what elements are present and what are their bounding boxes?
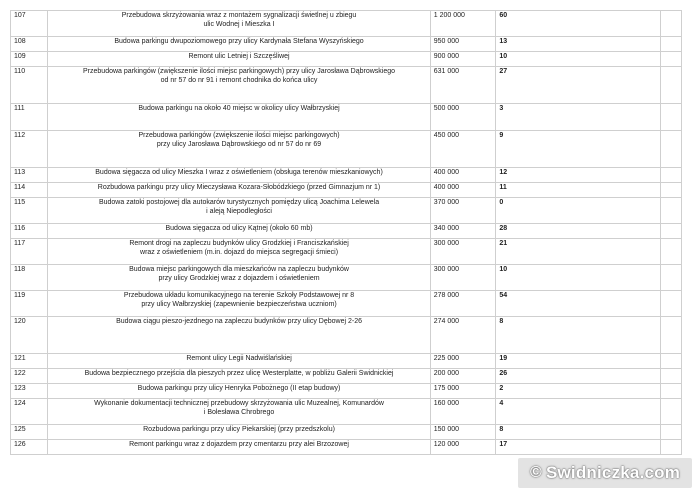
project-number: 124 [11,399,48,425]
project-description: Budowa parkingu dwupoziomowego przy ulicy Kardynała Stefana Wyszyńskiego [48,37,430,52]
project-number: 117 [11,239,48,265]
empty-cell [660,52,681,67]
project-description: Przebudowa parkingów (zwiększenie ilości miejsc parkingowych) przy ulicy Jarosława Dąbrowskiego od nr 57 do nr 69 [48,131,430,168]
budget-table [10,10,682,455]
project-votes: 0 [496,198,660,224]
table-row [11,317,682,354]
project-votes: 26 [496,369,660,384]
empty-cell [660,239,681,265]
project-number: 115 [11,198,48,224]
project-description: Przebudowa układu komunikacyjnego na terenie Szkoły Podstawowej nr 8 przy ulicy Wałbrzyskiej (zapewnienie bezpieczeństwa uczniom) [48,291,430,317]
project-description: Budowa zatoki postojowej dla autokarów turystycznych pomiędzy ulicą Joachima Lelewela i aleją Niepodległości [48,198,430,224]
empty-cell [660,168,681,183]
empty-cell [660,67,681,104]
project-amount: 400 000 [430,183,496,198]
project-amount: 300 000 [430,239,496,265]
table-row [11,183,682,198]
project-votes: 9 [496,131,660,168]
project-description: Wykonanie dokumentacji technicznej przebudowy skrzyżowania ulic Muzealnej, Komunardów i Bolesława Chrobrego [48,399,430,425]
project-votes: 3 [496,104,660,131]
project-number: 123 [11,384,48,399]
project-votes: 27 [496,67,660,104]
empty-cell [660,369,681,384]
project-amount: 631 000 [430,67,496,104]
project-number: 121 [11,354,48,369]
table-row [11,239,682,265]
project-votes: 13 [496,37,660,52]
project-description: Budowa parkingu na około 40 miejsc w okolicy ulicy Wałbrzyskiej [48,104,430,131]
empty-cell [660,440,681,455]
table-row [11,131,682,168]
project-votes: 60 [496,11,660,37]
project-amount: 175 000 [430,384,496,399]
project-amount: 200 000 [430,369,496,384]
project-number: 110 [11,67,48,104]
project-number: 108 [11,37,48,52]
budget-table-body [11,11,682,455]
project-description: Budowa miejsc parkingowych dla mieszkańców na zapleczu budynków przy ulicy Grodzkiej wraz z dojazdem i oświetleniem [48,265,430,291]
table-row [11,224,682,239]
project-description: Remont drogi na zapleczu budynków ulicy Grodzkiej i Franciszkańskiej wraz z oświetleniem (m.in. dojazd do miejsca segregacji śmieci) [48,239,430,265]
empty-cell [660,131,681,168]
empty-cell [660,354,681,369]
project-amount: 450 000 [430,131,496,168]
project-number: 118 [11,265,48,291]
project-votes: 12 [496,168,660,183]
table-row [11,384,682,399]
project-amount: 120 000 [430,440,496,455]
project-amount: 1 200 000 [430,11,496,37]
watermark-text: Swidniczka.com [545,463,681,482]
project-amount: 300 000 [430,265,496,291]
project-votes: 11 [496,183,660,198]
project-number: 125 [11,425,48,440]
table-row [11,291,682,317]
empty-cell [660,399,681,425]
project-description: Remont ulic Letniej i Szczęśliwej [48,52,430,67]
project-amount: 274 000 [430,317,496,354]
table-row [11,399,682,425]
project-number: 107 [11,11,48,37]
copyright-symbol: © [529,464,542,481]
project-votes: 54 [496,291,660,317]
table-row [11,425,682,440]
empty-cell [660,291,681,317]
budget-table-sheet [10,10,682,455]
project-votes: 28 [496,224,660,239]
table-row [11,369,682,384]
project-number: 120 [11,317,48,354]
table-row [11,52,682,67]
project-description: Remont ulicy Legii Nadwiślańskiej [48,354,430,369]
project-amount: 400 000 [430,168,496,183]
project-description: Przebudowa parkingów (zwiększenie ilości miejsc parkingowych) przy ulicy Jarosława Dąbrowskiego od nr 57 do nr 91 i remont chodnika do końca ulicy [48,67,430,104]
project-number: 113 [11,168,48,183]
project-amount: 950 000 [430,37,496,52]
empty-cell [660,198,681,224]
empty-cell [660,384,681,399]
project-description: Rozbudowa parkingu przy ulicy Piekarskiej (przy przedszkolu) [48,425,430,440]
project-amount: 160 000 [430,399,496,425]
project-description: Rozbudowa parkingu przy ulicy Mieczysława Kozara-Słobódzkiego (przed Gimnazjum nr 1) [48,183,430,198]
empty-cell [660,317,681,354]
table-row [11,440,682,455]
project-number: 119 [11,291,48,317]
project-votes: 10 [496,52,660,67]
empty-cell [660,183,681,198]
project-number: 109 [11,52,48,67]
project-description: Budowa sięgacza od ulicy Mieszka I wraz z oświetleniem (obsługa terenów mieszkaniowych) [48,168,430,183]
project-description: Budowa ciągu pieszo-jezdnego na zapleczu budynków przy ulicy Dębowej 2-26 [48,317,430,354]
project-number: 112 [11,131,48,168]
empty-cell [660,37,681,52]
site-watermark [518,458,692,488]
project-description: Przebudowa skrzyżowania wraz z montażem sygnalizacji świetlnej u zbiegu ulic Wodnej i Mieszka I [48,11,430,37]
empty-cell [660,265,681,291]
project-votes: 2 [496,384,660,399]
table-row [11,168,682,183]
project-votes: 21 [496,239,660,265]
empty-cell [660,11,681,37]
project-votes: 10 [496,265,660,291]
table-row [11,104,682,131]
empty-cell [660,425,681,440]
project-description: Remont parkingu wraz z dojazdem przy cmentarzu przy alei Brzozowej [48,440,430,455]
table-row [11,198,682,224]
project-number: 111 [11,104,48,131]
project-amount: 225 000 [430,354,496,369]
empty-cell [660,224,681,239]
project-votes: 19 [496,354,660,369]
project-votes: 4 [496,399,660,425]
empty-cell [660,104,681,131]
table-row [11,11,682,37]
table-row [11,265,682,291]
project-description: Budowa parkingu przy ulicy Henryka Pobożnego (II etap budowy) [48,384,430,399]
project-number: 126 [11,440,48,455]
project-number: 114 [11,183,48,198]
project-amount: 340 000 [430,224,496,239]
table-row [11,67,682,104]
table-row [11,354,682,369]
project-amount: 500 000 [430,104,496,131]
project-amount: 150 000 [430,425,496,440]
project-number: 116 [11,224,48,239]
project-votes: 8 [496,317,660,354]
project-votes: 8 [496,425,660,440]
project-description: Budowa sięgacza od ulicy Kątnej (około 60 mb) [48,224,430,239]
table-row [11,37,682,52]
project-amount: 278 000 [430,291,496,317]
project-votes: 17 [496,440,660,455]
project-amount: 900 000 [430,52,496,67]
project-description: Budowa bezpiecznego przejścia dla pieszych przez ulicę Westerplatte, w pobliżu Galerii Świdnickiej [48,369,430,384]
project-amount: 370 000 [430,198,496,224]
project-number: 122 [11,369,48,384]
